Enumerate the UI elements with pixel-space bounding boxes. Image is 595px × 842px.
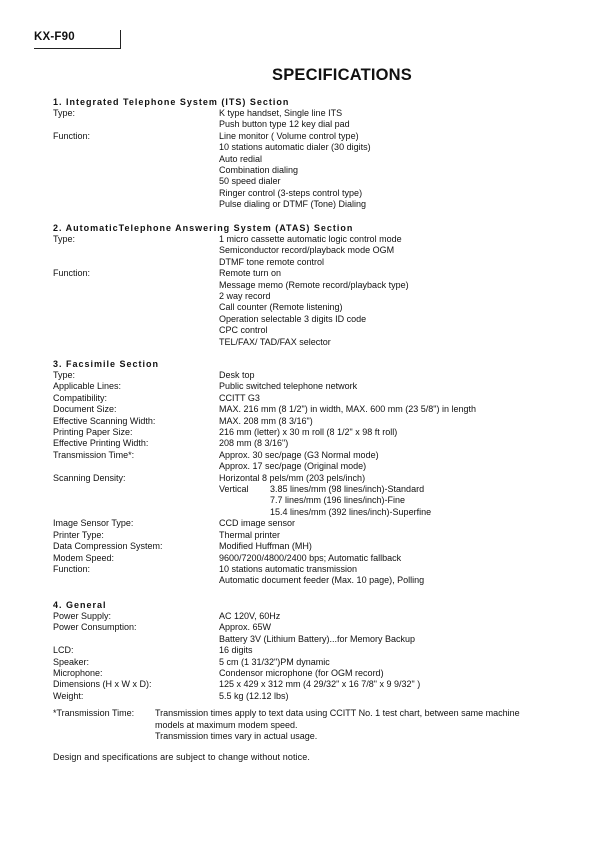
spec-values [219, 381, 573, 392]
spec-values [219, 108, 573, 131]
spec-row [53, 108, 573, 131]
spec-value: 1 micro cassette automatic logic control mode [219, 234, 402, 244]
spec-value: Combination dialing [219, 165, 299, 176]
section-title: 1. Integrated Telephone System (ITS) Section [53, 97, 290, 107]
spec-value: AC 120V, 60Hz [219, 611, 281, 621]
spec-values [219, 393, 573, 404]
spec-row [53, 427, 573, 438]
footer-notice: Design and specifications are subject to change without notice. [53, 752, 310, 762]
spec-row [53, 645, 573, 656]
spec-row [53, 679, 573, 690]
spec-value: Ringer control (3-steps control type) [219, 187, 363, 198]
spec-sub-value: 7.7 lines/mm (196 lines/inch)-Fine [270, 495, 406, 506]
spec-values [219, 611, 573, 622]
spec-value: MAX. 216 mm (8 1/2") in width, MAX. 600 mm (23 5/8") in length [219, 404, 476, 415]
spec-value: MAX. 208 mm (8 3/16") [219, 415, 313, 426]
spec-row [53, 404, 573, 415]
spec-label: Data Compression System: [53, 541, 163, 552]
spec-label: Effective Printing Width: [53, 438, 149, 449]
spec-label: Power Consumption: [53, 622, 137, 633]
spec-value: 16 digits [219, 645, 253, 656]
spec-value: Auto redial [219, 153, 263, 164]
spec-sub-value: 15.4 lines/mm (392 lines/inch)-Superfine [270, 506, 432, 517]
spec-value: 5 cm (1 31/32")PM dynamic [219, 656, 330, 667]
spec-value: 125 x 429 x 312 mm (4 29/32" x 16 7/8" x 9 9/32" ) [219, 679, 421, 690]
spec-value: TEL/FAX/ TAD/FAX selector [219, 336, 331, 347]
spec-row [53, 541, 573, 552]
spec-label: Document Size: [53, 404, 117, 415]
spec-row [53, 450, 573, 473]
spec-values [219, 427, 573, 438]
spec-value: DTMF tone remote control [219, 256, 325, 267]
spec-values [219, 268, 573, 348]
page-title: SPECIFICATIONS [272, 66, 413, 84]
spec-label: Power Supply: [53, 611, 112, 621]
model-box [34, 30, 121, 49]
spec-values [219, 564, 573, 587]
spec-label: Function: [53, 130, 91, 141]
spec-row [53, 416, 573, 427]
spec-value: 2 way record [219, 291, 271, 302]
spec-values [219, 404, 573, 415]
spec-value: 216 mm (letter) x 30 m roll (8 1/2" x 98 ft roll) [219, 427, 398, 438]
spec-value: 10 stations automatic dialer (30 digits) [219, 142, 371, 153]
spec-row [53, 370, 573, 381]
spec-label: Dimensions (H x W x D): [53, 679, 152, 690]
spec-label: Effective Scanning Width: [53, 415, 156, 426]
spec-value: 208 mm (8 3/16") [219, 438, 289, 449]
section-title: 3. Facsimile Section [53, 359, 160, 369]
spec-values [219, 645, 573, 656]
spec-value: CPC control [219, 325, 268, 336]
spec-value: Operation selectable 3 digits ID code [219, 313, 367, 324]
spec-value: Approx. 17 sec/page (Original mode) [219, 461, 367, 472]
spec-label: Type: [53, 234, 76, 244]
transmission-time-note [53, 708, 573, 743]
spec-value: Push button type 12 key dial pad [219, 119, 350, 130]
spec-label: Compatibility: [53, 392, 108, 403]
spec-values [219, 473, 573, 519]
spec-label: Printer Type: [53, 529, 104, 540]
spec-row [53, 131, 573, 211]
spec-value: Semiconductor record/playback mode OGM [219, 245, 395, 256]
spec-label: Speaker: [53, 656, 90, 667]
spec-row [53, 393, 573, 404]
spec-value: Remote turn on [219, 268, 282, 279]
spec-values [219, 450, 573, 473]
spec-value: CCD image sensor [219, 518, 296, 529]
spec-section [53, 96, 573, 211]
spec-section [53, 222, 573, 348]
spec-values [219, 553, 573, 564]
spec-value: Approx. 30 sec/page (G3 Normal mode) [219, 449, 379, 460]
note-label: *Transmission Time: [53, 708, 135, 718]
spec-values [219, 131, 573, 211]
spec-values [219, 438, 573, 449]
spec-values [219, 541, 573, 552]
spec-value: Battery 3V (Lithium Battery)...for Memory Backup [219, 633, 416, 644]
spec-row [53, 473, 573, 519]
spec-values [219, 668, 573, 679]
spec-row [53, 668, 573, 679]
note-line: Transmission times apply to text data using CCITT No. 1 test chart, between same machine [155, 708, 520, 718]
spec-value: Approx. 65W [219, 622, 272, 633]
spec-label: Applicable Lines: [53, 381, 122, 392]
note-line: Transmission times vary in actual usage. [155, 731, 318, 742]
spec-value: Modified Huffman (MH) [219, 541, 312, 552]
spec-value: Message memo (Remote record/playback type) [219, 279, 409, 290]
spec-value: Line monitor ( Volume control type) [219, 130, 359, 141]
spec-label: Microphone: [53, 668, 103, 679]
spec-row [53, 268, 573, 348]
spec-values [219, 679, 573, 690]
spec-value: Desk top [219, 370, 255, 380]
spec-label: Type: [53, 108, 76, 118]
spec-row [53, 611, 573, 622]
spec-value: Automatic document feeder (Max. 10 page), Polling [219, 575, 425, 586]
spec-value: Pulse dialing or DTMF (Tone) Dialing [219, 199, 367, 210]
spec-row [53, 234, 573, 268]
note-text [155, 708, 573, 743]
spec-values [219, 530, 573, 541]
spec-label: Weight: [53, 690, 84, 701]
section-title: 4. General [53, 600, 107, 610]
spec-value: K type handset, Single line ITS [219, 108, 343, 118]
spec-row [53, 657, 573, 668]
spec-sub-group [219, 484, 573, 518]
spec-row [53, 518, 573, 529]
spec-row [53, 381, 573, 392]
spec-row [53, 564, 573, 587]
spec-row [53, 530, 573, 541]
spec-value: 10 stations automatic transmission [219, 563, 358, 574]
spec-label: Scanning Density: [53, 472, 126, 483]
spec-row [53, 691, 573, 702]
spec-label: Modem Speed: [53, 552, 115, 563]
spec-value: 9600/7200/4800/2400 bps; Automatic fallback [219, 552, 402, 563]
spec-sub-value: 3.85 lines/mm (98 lines/inch)-Standard [270, 484, 425, 495]
spec-value: Thermal printer [219, 529, 281, 540]
spec-sub-label: Vertical [219, 484, 249, 495]
spec-row [53, 438, 573, 449]
spec-value: Call counter (Remote listening) [219, 302, 343, 313]
spec-row [53, 622, 573, 645]
spec-value: CCITT G3 [219, 392, 260, 403]
spec-values [219, 416, 573, 427]
spec-label: LCD: [53, 645, 74, 656]
model-number: KX-F90 [34, 31, 75, 43]
spec-section [53, 358, 573, 587]
spec-value: Horizontal 8 pels/mm (203 pels/inch) [219, 472, 366, 483]
spec-sub-values [270, 484, 431, 518]
note-line: models at maximum modem speed. [155, 719, 298, 730]
spec-section [53, 599, 573, 702]
spec-value: 50 speed dialer [219, 176, 281, 187]
spec-values [219, 518, 573, 529]
spec-values [219, 234, 573, 268]
spec-values [219, 370, 573, 381]
spec-label: Function: [53, 268, 91, 279]
spec-value: Public switched telephone network [219, 381, 358, 392]
spec-values [219, 691, 573, 702]
spec-label: Function: [53, 563, 91, 574]
spec-values [219, 657, 573, 668]
spec-label: Type: [53, 370, 76, 380]
spec-row [53, 553, 573, 564]
spec-label: Image Sensor Type: [53, 518, 134, 529]
section-title: 2. AutomaticTelephone Answering System (ATAS) Section [53, 223, 354, 233]
spec-label: Transmission Time*: [53, 449, 135, 460]
spec-value: 5.5 kg (12.12 lbs) [219, 690, 289, 701]
spec-label: Printing Paper Size: [53, 427, 133, 438]
spec-value: Condensor microphone (for OGM record) [219, 668, 384, 679]
spec-values [219, 622, 573, 645]
